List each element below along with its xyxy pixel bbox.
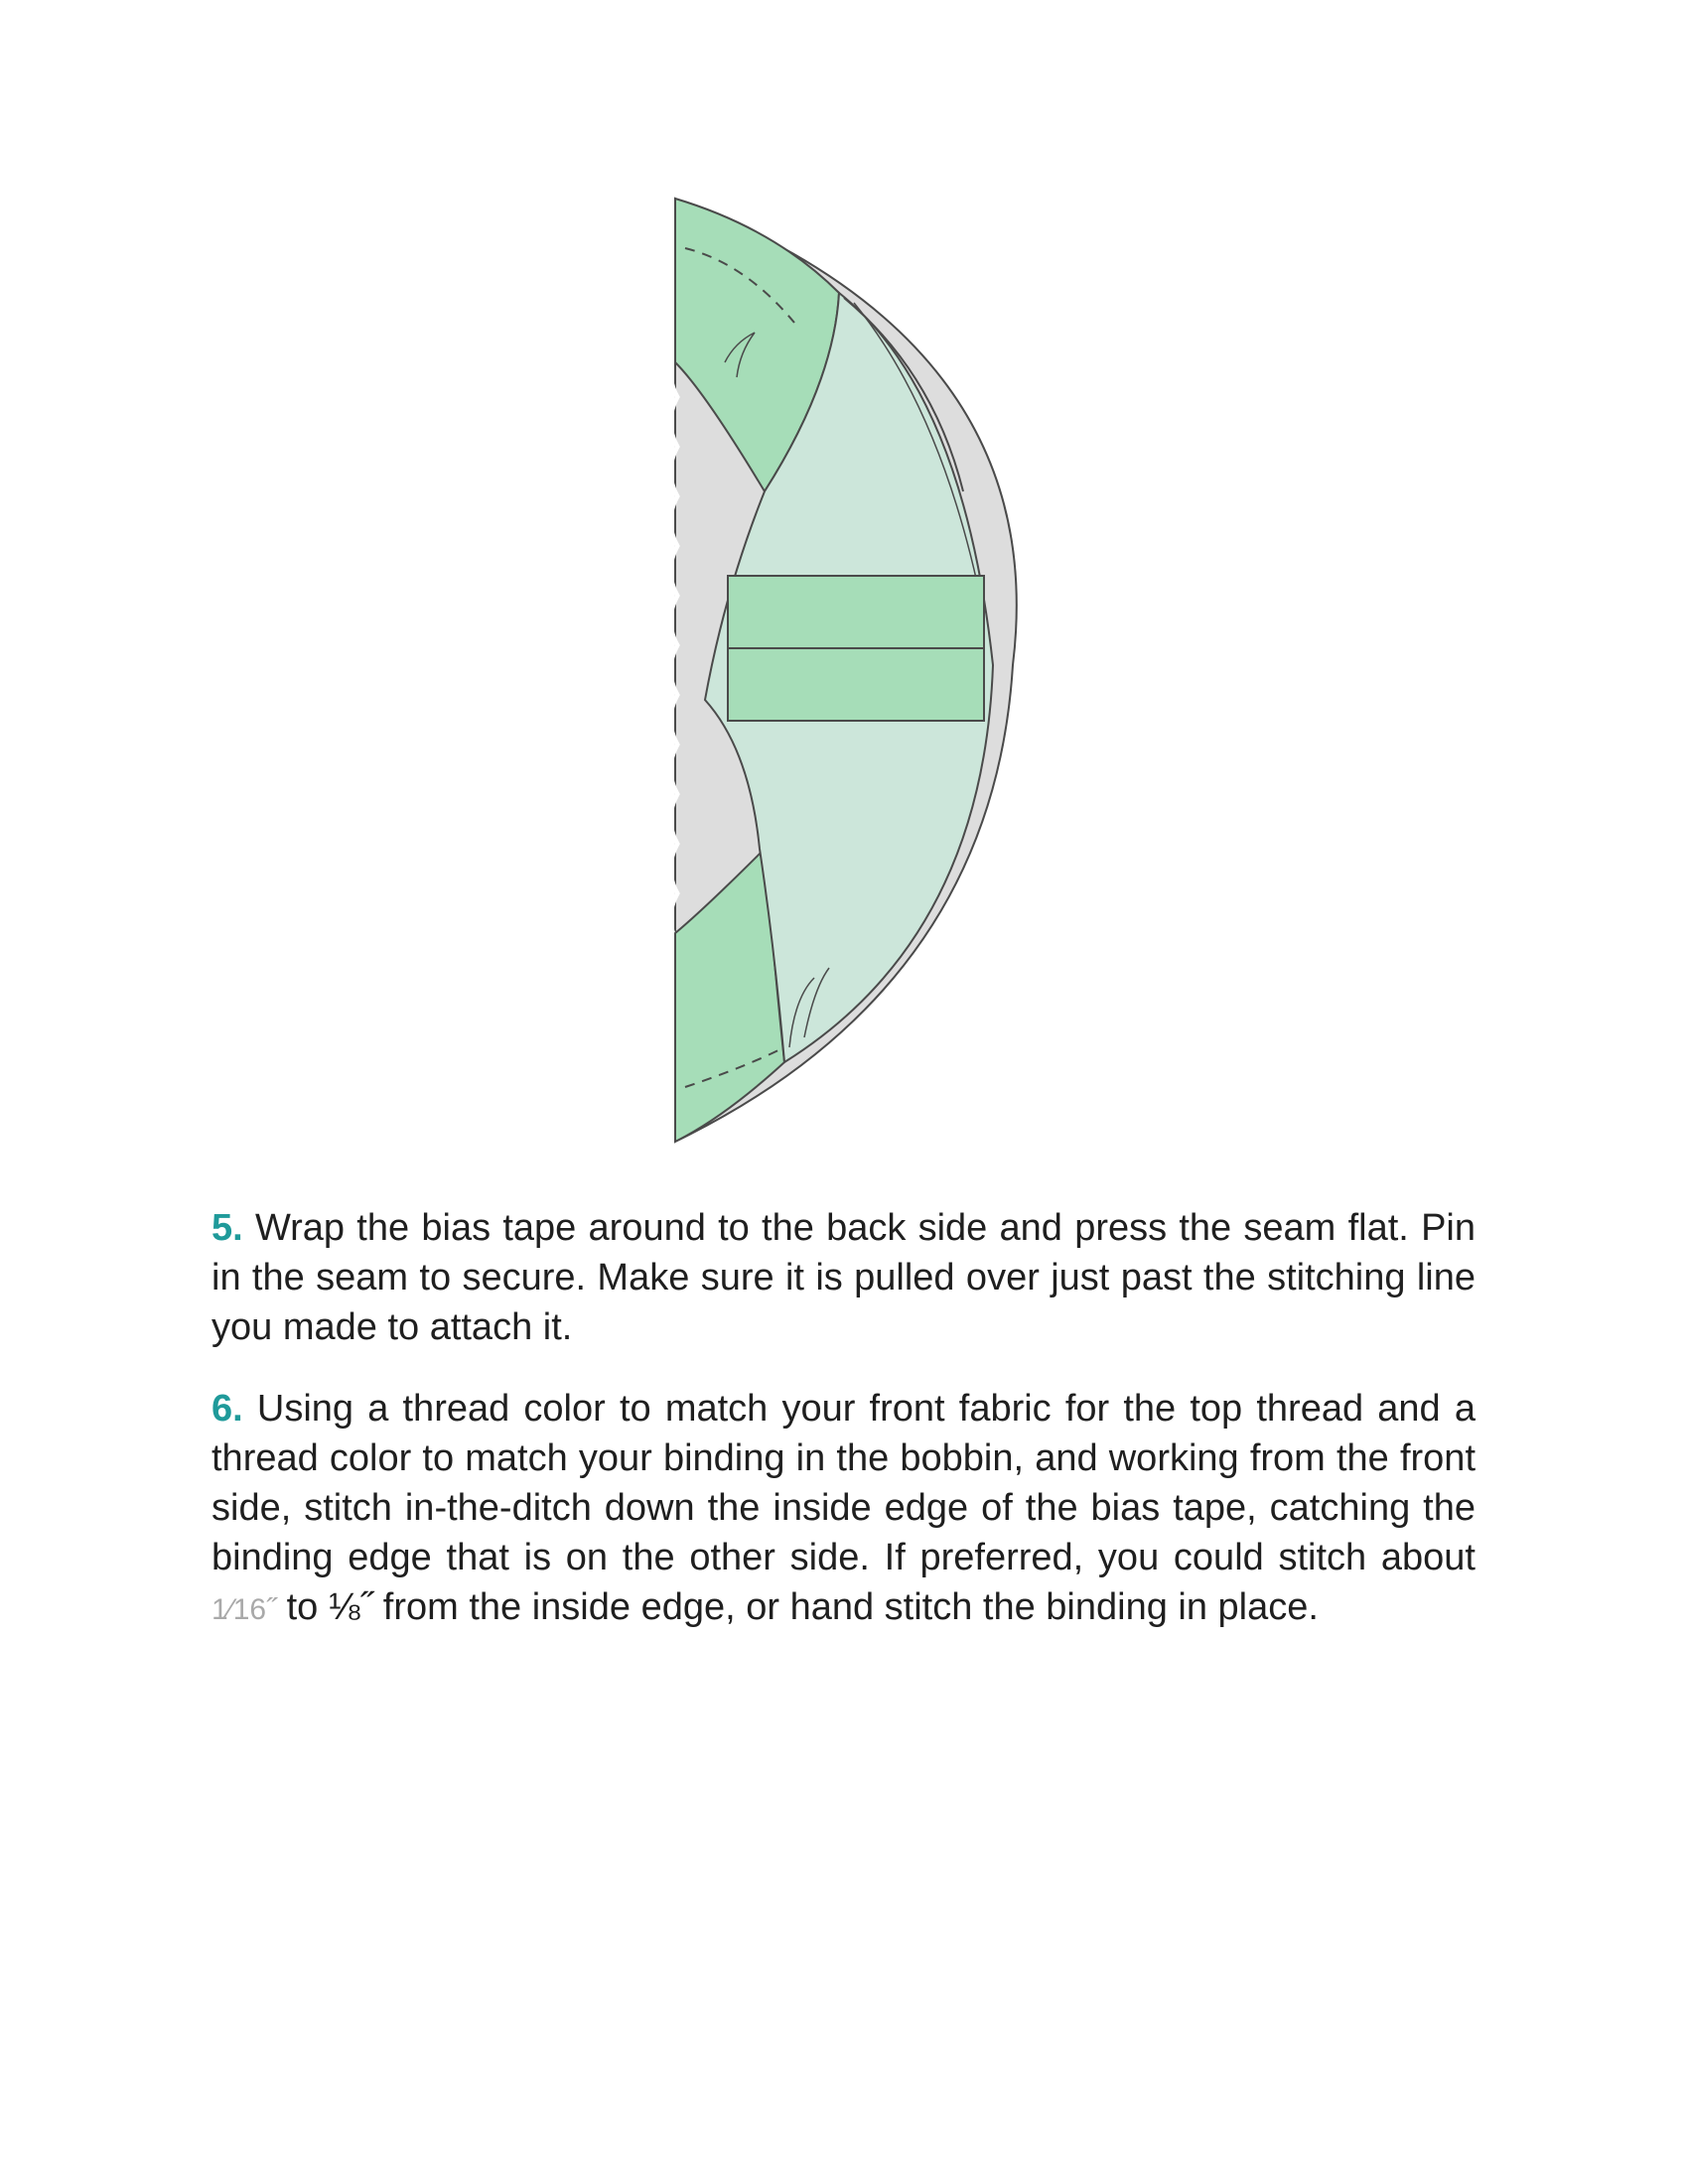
step-6 bbox=[211, 1384, 1476, 1635]
step-text-end: from the inside edge, or hand stitch the binding in place. bbox=[372, 1586, 1319, 1628]
step-5 bbox=[211, 1203, 1476, 1352]
step-number: 6. bbox=[211, 1388, 243, 1430]
step-text-middle: to bbox=[276, 1586, 329, 1628]
binding-fold-diagram-icon bbox=[665, 194, 1023, 1147]
instructions bbox=[211, 1203, 1476, 1667]
strap-lower bbox=[728, 648, 984, 721]
fraction-eighth: ⅛˝ bbox=[328, 1586, 373, 1628]
step-text: Using a thread color to match your front fabric for the top thread and a thread color to match your binding in the bobbin, and working from the front side, stitch in-the-ditch down the inside edge of the bias tape, catching the binding edge that is on the other side. If preferred, you could stitch about bbox=[211, 1388, 1476, 1578]
fraction-sixteenth: 1⁄16˝ bbox=[211, 1593, 277, 1626]
step-number: 5. bbox=[211, 1207, 243, 1249]
strap-upper bbox=[728, 576, 984, 648]
binding-fold-illustration bbox=[665, 194, 1023, 1147]
step-text: Wrap the bias tape around to the back side and press the seam flat. Pin in the seam to secure. Make sure it is pulled over just past the stitching line you made to attach it. bbox=[211, 1207, 1476, 1348]
